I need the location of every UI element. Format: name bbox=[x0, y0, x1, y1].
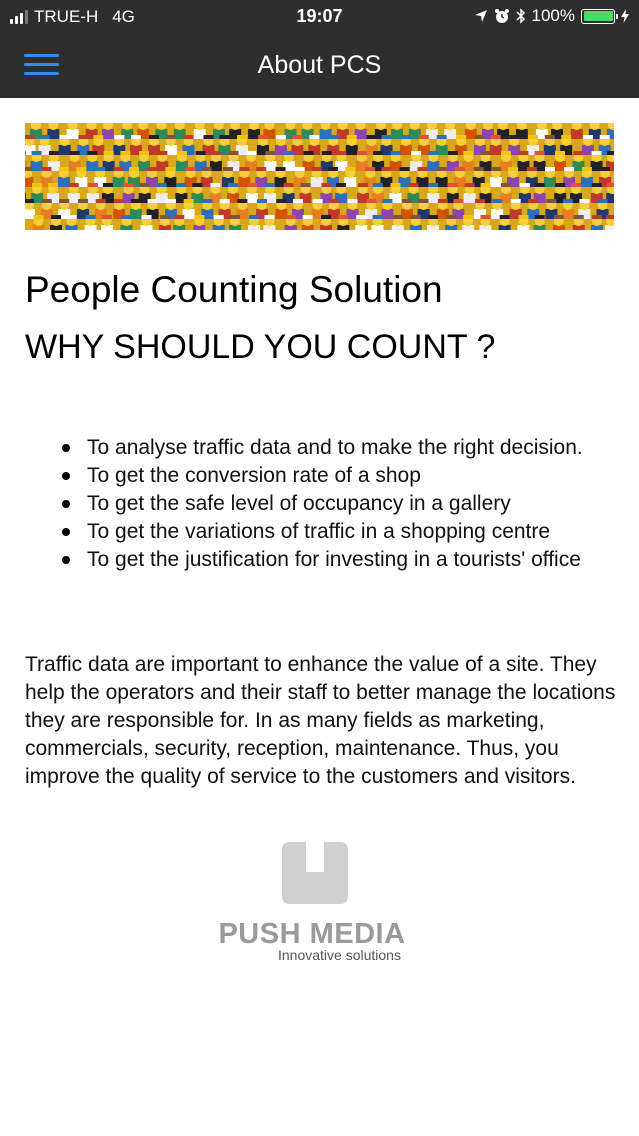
crowd-banner-image bbox=[25, 123, 614, 230]
reasons-list bbox=[25, 434, 614, 574]
push-media-logo bbox=[214, 840, 424, 970]
charging-bolt-icon bbox=[621, 9, 629, 23]
logo-tagline: Innovative solutions bbox=[278, 947, 401, 963]
list-item: To analyse traffic data and to make the right decision. bbox=[25, 434, 614, 462]
battery-percent: 100% bbox=[531, 6, 575, 25]
push-media-logo-icon bbox=[282, 842, 348, 904]
battery-icon bbox=[581, 9, 615, 24]
status-time: 19:07 bbox=[296, 6, 343, 26]
list-item: To get the justification for investing in a tourists' office bbox=[25, 546, 614, 574]
status-bar bbox=[0, 0, 639, 34]
battery-fill bbox=[584, 11, 613, 21]
logo-name: PUSH MEDIA bbox=[218, 918, 406, 950]
description-paragraph: Traffic data are important to enhance the value of a site. They help the operators and their staff to better manage the locations they are responsible for. In as many fields as marketing, commercials, security, reception, maintenance. Thus, you improve the quality of service to the customers and visitors. bbox=[25, 653, 616, 788]
location-arrow-icon bbox=[474, 9, 488, 23]
carrier-name: TRUE-H bbox=[34, 7, 99, 26]
nav-bar bbox=[0, 34, 639, 98]
page-title: About PCS bbox=[257, 51, 382, 79]
list-item: To get the conversion rate of a shop bbox=[25, 462, 614, 490]
bluetooth-icon bbox=[516, 8, 526, 24]
content-subtitle: WHY SHOULD YOU COUNT ? bbox=[25, 328, 496, 366]
status-right bbox=[474, 6, 629, 26]
list-item: To get the variations of traffic in a shopping centre bbox=[25, 518, 614, 546]
content-title: People Counting Solution bbox=[25, 269, 443, 310]
alarm-clock-icon bbox=[494, 8, 510, 24]
list-item: To get the safe level of occupancy in a gallery bbox=[25, 490, 614, 518]
network-type: 4G bbox=[112, 7, 135, 26]
